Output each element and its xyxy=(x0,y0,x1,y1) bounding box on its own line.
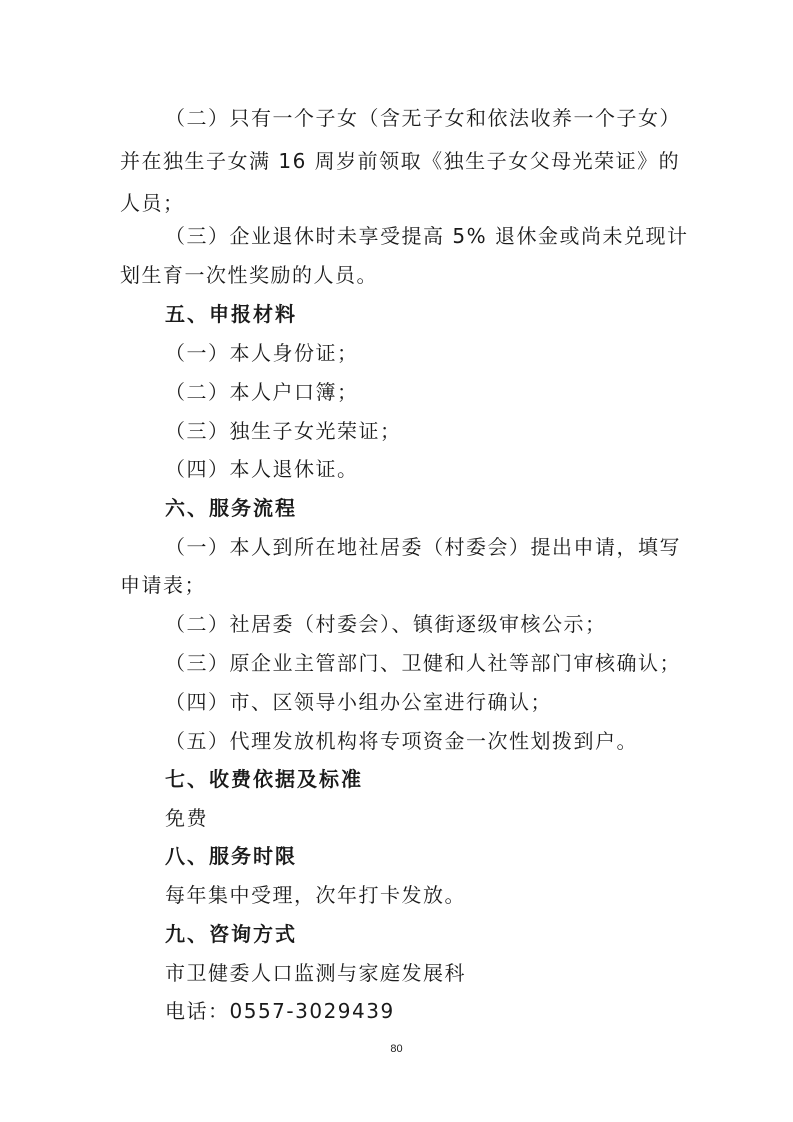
section7-text: 免费 xyxy=(165,806,208,830)
section8-text: 每年集中受理，次年打卡发放。 xyxy=(165,883,466,907)
section5-heading: 五、申报材料 xyxy=(165,302,297,326)
section9-heading: 九、咨询方式 xyxy=(165,922,297,946)
section6-item1-line2: 申请表； xyxy=(120,573,206,597)
section7-heading: 七、收费依据及标准 xyxy=(165,767,363,791)
item2-line2: 并在独生子女满 16 周岁前领取《独生子女父母光荣证》的 xyxy=(120,149,681,173)
section6-item-2: （二）社居委（村委会）、镇街逐级审核公示； xyxy=(165,612,607,636)
section6-item-4: （四）市、区领导小组办公室进行确认； xyxy=(165,690,552,714)
item3-line2: 划生育一次性奖励的人员。 xyxy=(120,263,378,287)
section9-phone: 电话：0557-3029439 xyxy=(165,999,395,1023)
section8-heading: 八、服务时限 xyxy=(165,844,297,868)
section5-item-4: （四）本人退休证。 xyxy=(165,457,359,481)
item2-line1: （二）只有一个子女（含无子女和依法收养一个子女） xyxy=(165,106,681,130)
item2-line3: 人员； xyxy=(120,191,185,215)
item3-line1: （三）企业退休时未享受提高 5% 退休金或尚未兑现计 xyxy=(165,224,689,248)
section9-department: 市卫健委人口监测与家庭发展科 xyxy=(165,961,466,985)
section5-item-3: （三）独生子女光荣证； xyxy=(165,419,402,443)
section6-item-5: （五）代理发放机构将专项资金一次性划拨到户。 xyxy=(165,729,638,753)
section5-item-1: （一）本人身份证； xyxy=(165,341,359,365)
section6-item1-line1: （一）本人到所在地社居委（村委会）提出申请，填写 xyxy=(165,535,681,559)
section6-heading: 六、服务流程 xyxy=(165,496,297,520)
section6-item-3: （三）原企业主管部门、卫健和人社等部门审核确认； xyxy=(165,651,681,675)
page-number: 80 xyxy=(390,1043,403,1055)
section5-item-2: （二）本人户口簿； xyxy=(165,380,359,404)
